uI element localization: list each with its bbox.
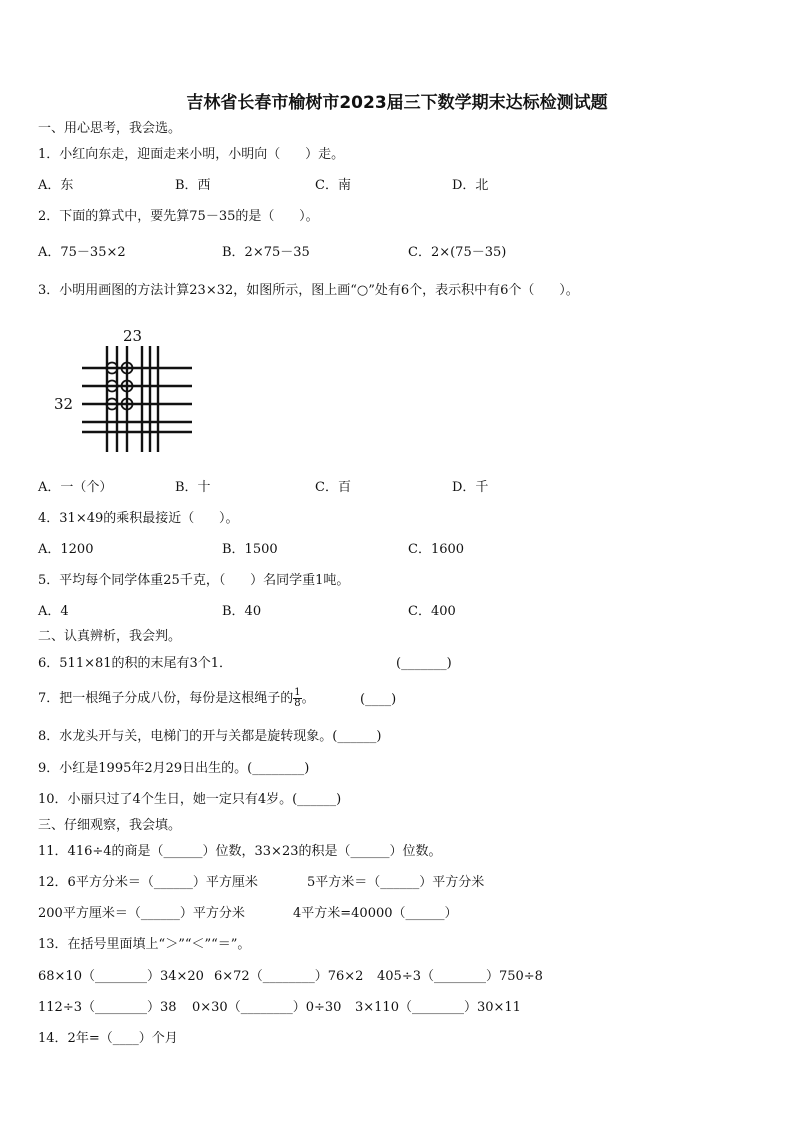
q3-option-d: D．千 <box>452 480 489 495</box>
q7-answer-blank: (____) <box>360 692 397 707</box>
q3-option-b: B．十 <box>175 480 211 495</box>
q2-option-b: B．2×75－35 <box>222 245 310 260</box>
q4-option-b: B．1500 <box>222 542 278 557</box>
question-3: 3．小明用画图的方法计算23×32，如图所示，图上画“○”处有6个，表示积中有6个（ ）。 <box>38 283 579 298</box>
question-10: 10．小丽只过了4个生日，她一定只有4岁。(______) <box>38 792 342 807</box>
question-12-part-2: 5平方米＝（______）平方分米 <box>307 875 485 890</box>
question-13: 13．在括号里面填上“＞”“＜”“＝”。 <box>38 937 251 952</box>
q4-option-c: C．1600 <box>408 542 465 557</box>
q1-option-c: C．南 <box>315 178 351 193</box>
q13-item: 3×110（________）30×11 <box>355 1000 521 1015</box>
q4-option-a: A．1200 <box>38 542 94 557</box>
question-11: 11．416÷4的商是（______）位数，33×23的积是（______）位数。 <box>38 844 442 859</box>
fraction-denominator: 8 <box>294 698 301 709</box>
q3-option-c: C．百 <box>315 480 351 495</box>
question-14: 14．2年=（____）个月 <box>38 1031 178 1046</box>
q13-item: 68×10（________）34×20 <box>38 969 204 984</box>
q6-answer-blank: (_______) <box>396 656 452 671</box>
q7-text: 7．把一根绳子分成八份，每份是这根绳子的 <box>38 691 294 706</box>
question-9: 9．小红是1995年2月29日出生的。(________) <box>38 761 310 776</box>
q5-option-b: B．40 <box>222 604 262 619</box>
question-12-part-1: 12．6平方分米＝（______）平方厘米 <box>38 875 258 890</box>
multiplication-grid-figure <box>50 322 200 462</box>
q2-option-c: C．2×(75－35) <box>408 245 507 260</box>
figure-label-top: 23 <box>123 327 143 345</box>
q1-option-d: D．北 <box>452 178 489 193</box>
page-title: 吉林省长春市榆树市2023届三下数学期末达标检测试题 <box>186 93 608 113</box>
q13-item: 112÷3（________）38 <box>38 1000 177 1015</box>
q7-tail: 。 <box>301 691 315 706</box>
q1-option-b: B．西 <box>175 178 211 193</box>
question-7 <box>38 686 315 712</box>
fraction-numerator: 1 <box>294 687 301 698</box>
section-2-heading: 二、认真辨析，我会判。 <box>38 629 182 644</box>
q2-option-a: A．75－35×2 <box>38 245 126 260</box>
q5-option-c: C．400 <box>408 604 456 619</box>
one-eighth-fraction <box>293 688 301 709</box>
question-1: 1．小红向东走，迎面走来小明，小明向（ ）走。 <box>38 147 345 162</box>
grid-horizontal-lines <box>82 368 192 432</box>
question-12-part-4: 4平方米=40000（______） <box>293 906 458 921</box>
section-3-heading: 三、仔细观察，我会填。 <box>38 818 182 833</box>
question-8: 8．水龙头开与关，电梯门的开与关都是旋转现象。(______) <box>38 729 382 744</box>
section-1-heading: 一、用心思考，我会选。 <box>38 121 182 136</box>
q13-item: 6×72（________）76×2 <box>214 969 364 984</box>
q3-option-a: A．一（个） <box>38 480 113 495</box>
q13-item: 0×30（________）0÷30 <box>192 1000 342 1015</box>
q1-option-a: A．东 <box>38 178 74 193</box>
question-2: 2．下面的算式中，要先算75－35的是（ ）。 <box>38 209 319 224</box>
q5-option-a: A．4 <box>38 604 69 619</box>
question-5: 5．平均每个同学体重25千克，（ ）名同学重1吨。 <box>38 573 350 588</box>
question-4: 4．31×49的乘积最接近（ ）。 <box>38 511 239 526</box>
question-6: 6．511×81的积的末尾有3个1． <box>38 656 233 671</box>
q13-item: 405÷3（________）750÷8 <box>377 969 543 984</box>
figure-label-left: 32 <box>54 395 74 413</box>
question-12-part-3: 200平方厘米＝（______）平方分米 <box>38 906 245 921</box>
